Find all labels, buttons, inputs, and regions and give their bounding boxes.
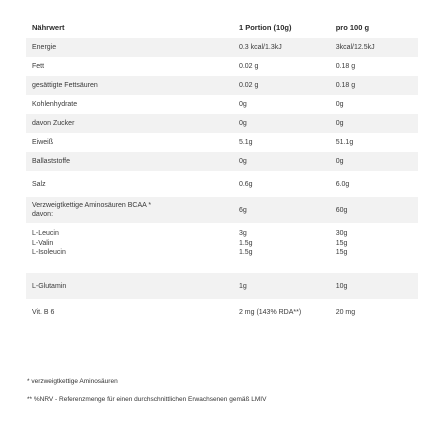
row-portion: 5.1g	[238, 139, 253, 146]
table-row	[26, 95, 418, 114]
row-name: Fett	[32, 63, 45, 70]
table-row	[26, 114, 418, 133]
row-portion: 6g	[233, 197, 330, 223]
row-portion: 0.3 kcal/1.3kJ	[233, 38, 330, 57]
row-portion: 0g	[238, 101, 247, 108]
row-name: L-Leucin	[32, 230, 59, 237]
table-row	[26, 223, 418, 273]
row-portion: 0g	[233, 152, 330, 171]
row-name: Vit. B 6	[32, 308, 55, 316]
row-portion: 0.02 g	[233, 76, 330, 95]
nutrition-table	[26, 16, 418, 325]
header-per100: pro 100 g	[335, 22, 370, 32]
row-per100: 0.18 g	[330, 76, 418, 95]
row-per100: 60g	[330, 197, 418, 223]
row-name-bcaa	[26, 197, 233, 223]
row-per100: 0.18 g	[335, 63, 356, 70]
row-per100: 15g	[335, 249, 348, 256]
row-per100: 0g	[330, 114, 418, 133]
row-name: Eiweiß	[32, 139, 54, 146]
row-name: L-Valin	[32, 239, 54, 247]
row-portion: 0g	[233, 114, 330, 133]
row-portion: 1.5g	[238, 249, 253, 256]
row-per100-group	[330, 223, 418, 273]
table-row	[26, 57, 418, 76]
table-row	[26, 299, 418, 325]
row-name: Ballaststoffe	[26, 152, 233, 171]
row-portion-group	[233, 223, 330, 273]
row-name: Salz	[32, 180, 46, 188]
table-row	[26, 171, 418, 197]
row-per100: 3kcal/12.5kJ	[330, 38, 418, 57]
row-name: L-Glutamin	[26, 273, 233, 299]
table-row	[26, 273, 418, 299]
table-header-row	[26, 16, 418, 38]
row-portion: 1g	[233, 273, 330, 299]
footnote-bcaa: * verzweigtkettige Aminosäuren	[27, 378, 118, 385]
row-name-sub: davon:	[32, 211, 54, 218]
row-portion: 1.5g	[238, 239, 253, 247]
row-per100: 0g	[335, 101, 344, 108]
table-row	[26, 197, 418, 223]
row-name: Energie	[26, 38, 233, 57]
row-name: L-Isoleucin	[32, 249, 66, 256]
row-per100: 0g	[330, 152, 418, 171]
row-per100: 20 mg	[335, 308, 356, 316]
table-row	[26, 133, 418, 152]
row-name: gesättigte Fettsäuren	[26, 76, 233, 95]
row-name: davon Zucker	[26, 114, 233, 133]
row-portion: 0.02 g	[238, 63, 259, 70]
header-portion: 1 Portion (10g)	[238, 22, 292, 32]
table-row	[26, 38, 418, 57]
row-portion: 0.6g	[238, 180, 253, 188]
row-portion: 3g	[238, 230, 247, 237]
row-portion: 2 mg (143% RDA**)	[238, 308, 302, 316]
row-name-group	[26, 223, 233, 273]
row-per100: 30g	[335, 230, 348, 237]
header-naehrwert: Nährwert	[32, 22, 65, 32]
row-per100: 15g	[335, 239, 348, 247]
table-row	[26, 152, 418, 171]
table-row	[26, 76, 418, 95]
footnote-nrv: ** %NRV - Referenzmenge für einen durchschnittlichen Erwachsenen gemäß LMIV	[27, 396, 267, 403]
row-name: Kohlenhydrate	[32, 101, 78, 108]
row-name: Verzweigtkettige Aminosäuren BCAA *	[32, 201, 152, 209]
row-per100: 10g	[330, 273, 418, 299]
row-per100: 51.1g	[335, 139, 354, 146]
row-per100: 6.0g	[335, 180, 350, 188]
